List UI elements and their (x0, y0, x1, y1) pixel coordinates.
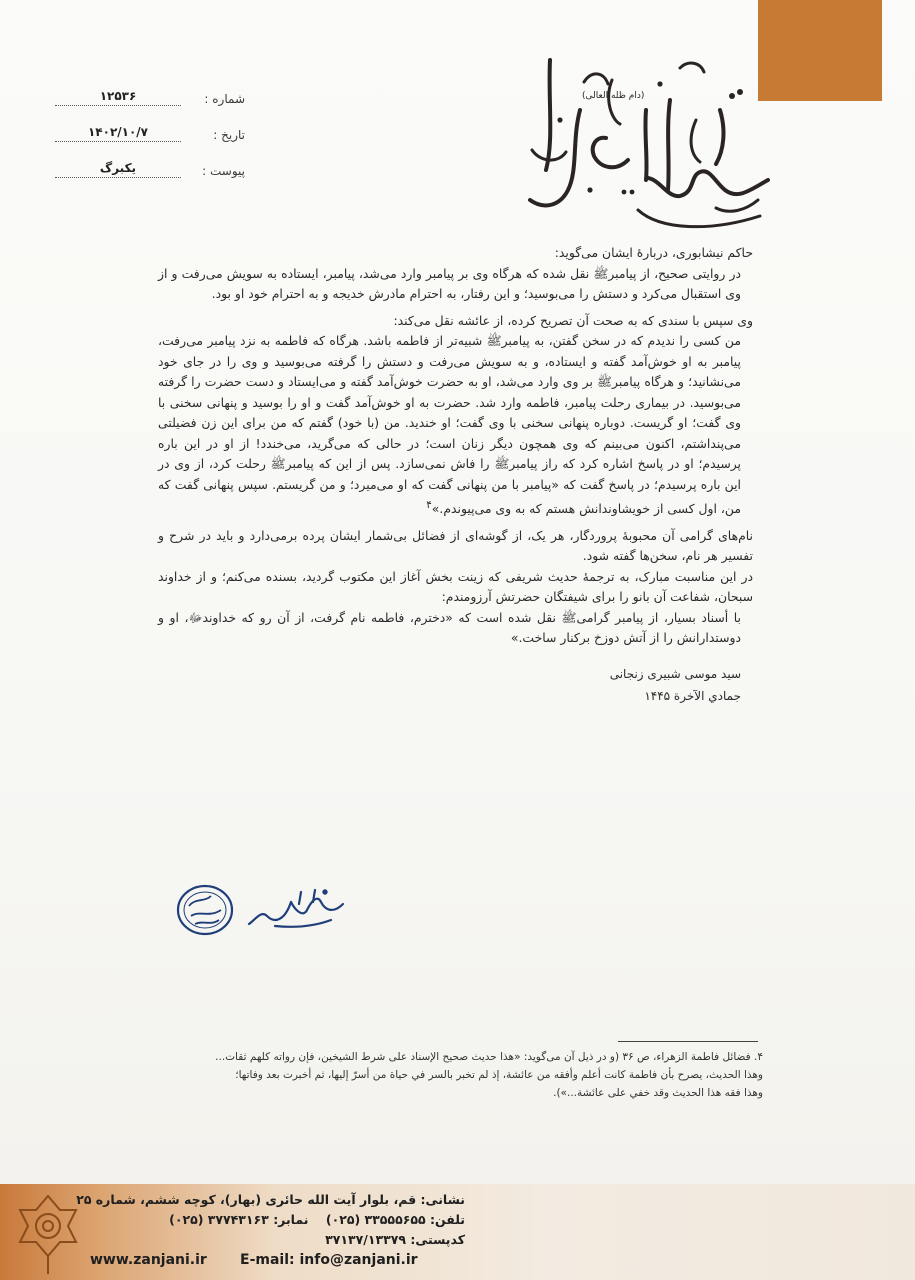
seal-stamp-icon (178, 886, 232, 934)
address-value: قم، بلوار آیت الله حائری (بهار)، کوچه ششم، شماره ۲۵ (76, 1192, 417, 1207)
fax-label: نمابر: (273, 1212, 309, 1227)
paragraph-4: در این مناسبت مبارک، به ترجمهٔ حدیث شریفی که زینت بخش آغاز این مکتوب گردید، بسنده می‌کنم؛ و از خداوند سبحان، شفاعت آن بانو را برای شیفتگان حضرتش آرزومندم: (158, 568, 753, 605)
letterhead-honorific: (دام ظله العالی) (582, 91, 645, 101)
date-row (55, 106, 245, 142)
address-label: نشانی: (420, 1192, 465, 1207)
signature-and-seal (175, 880, 350, 940)
attachment-value: یکبرگ (55, 159, 181, 178)
footer-address-line (76, 1190, 465, 1210)
footer-email[interactable]: E-mail: info@zanjani.ir (240, 1252, 418, 1268)
footnote-line-2: وهذا الحديث، يصرح بأن فاطمة كانت أعلم وأفقه من عائشة، إذ لم تخبر بالسر في حياة من أسرّ إليها، ثم أخبرت بعد وفاتها؛ (235, 1069, 763, 1081)
quote-paragraph-3: با أسناد بسیار، از پیامبر گرامیﷺ نقل شده است که «دخترم، فاطمه نام گرفت، از آن رو که خداوندﷻ، او و دوستدارانش را از آتش دوزخ برکنار ساخت.» (158, 609, 741, 646)
signature-name: سید موسی شبیری زنجانی (609, 666, 741, 681)
letter-meta (55, 70, 245, 178)
signature-block (158, 663, 753, 707)
letter-body (158, 243, 753, 707)
postal-label: کدپستی: (410, 1232, 465, 1247)
footer-website[interactable]: www.zanjani.ir (90, 1252, 207, 1268)
handwritten-signature-icon (249, 890, 343, 927)
date-label: تاریخ : (213, 128, 245, 142)
quote-2-text: من کسی را ندیدم که در سخن گفتن، به پیامبرﷺ شبیه‌تر از فاطمه باشد. هرگاه که فاطمه به نزد پیامبر می‌رفت، پیامبر به او خوش‌آمد گفته و ایستاده، و به سویش می‌رفت و دستش را گرفته می‌بوسید و وی را در جای خود می‌نشانید؛ و هرگاه پیامبرﷺ بر وی وارد می‌شد، او به حضرت خوش‌آمد گفته و می‌ایستاد و دست حضرت را گرفته می‌بوسید. در بیماری رحلت پیامبر، فاطمه وارد شد. حضرت به او خوش‌آمد گفت و او را بوسید و پنهانی سخنی با وی گفت؛ او گریست. دوباره پنهانی سخنی با وی گفت؛ او خندید. من (با خود) گفتم که من برای این زن فضیلتی می‌پنداشتم، اکنون می‌بینم که وی همچون دیگر زنان است؛ در حالی که می‌گرید، می‌خندد! از او در این باره پرسیدم؛ او در پاسخ اشاره کرد که راز پیامبرﷺ را فاش نمی‌سازد. پس از این که پیامبرﷺ رحلت کرد، از وی در این باره پرسیدم؛ در پاسخ گفت که «پیامبر با من پنهانی گفت که او می‌میرد؛ و من گریستم. سپس پنهانی گفت که من، اول کسی از خویشاوندانش هستم که به وی می‌پیوندم.» (158, 333, 741, 517)
phone-value: ۳۳۵۵۵۶۵۵ (۰۲۵) (325, 1212, 426, 1227)
phone-label: تلفن: (429, 1212, 465, 1227)
footnote-marker[interactable]: ۴ (426, 499, 432, 511)
intro-paragraph-1: حاکم نیشابوری، دربارهٔ ایشان می‌گوید: (554, 245, 753, 260)
letterhead-logo-graphic (520, 40, 775, 235)
footer-phone-line (105, 1210, 465, 1230)
accent-square (758, 0, 882, 101)
attachment-label: پیوست : (202, 164, 245, 178)
number-label: شماره : (204, 92, 245, 106)
fax-value: ۳۷۷۴۳۱۶۳ (۰۲۵) (169, 1212, 269, 1227)
date-value: ۱۴۰۲/۱۰/۷ (55, 123, 181, 142)
paragraph-3: نام‌های گرامی آن محبوبهٔ پروردگار، هر یک، از گوشه‌ای از فضائل بی‌شمار ایشان پرده برمی‌دارد و باید در شرح و تفسیر هر نام، سخن‌ها گفته شود. (158, 527, 753, 564)
quote-paragraph-1: در روایتی صحیح، از پیامبرﷺ نقل شده که هرگاه وی بر پیامبر وارد می‌شد، پیامبر، ایستاده به سویش می‌رفت و از وی استقبال می‌کرد و دستش را می‌بوسید؛ و این رفتار، به احترام مادرش خدیجه و به احترام خود او بود. (158, 265, 741, 301)
footnote-line-3: وهذا فقه هذا الحديث وقد خفي على عائشة...»). (553, 1087, 763, 1099)
intro-paragraph-2: وی سپس با سندی که به صحت آن تصریح کرده، از عائشه نقل می‌کند: (393, 312, 753, 328)
footer-contact (76, 1190, 465, 1250)
quote-paragraph-2 (158, 331, 753, 520)
signature-date: جمادي الآخرة ۱۴۴۵ (644, 688, 741, 703)
footnotes (143, 1048, 763, 1102)
footer-emblem-icon (14, 1190, 82, 1276)
footnote-line-1: ۴. فضائل فاطمة الزهراء، ص ۳۶ (و در ذیل آن می‌گوید: «هذا حديث صحيح الإسناد على شرط الشيخين، فإن رواته كلهم ثقات... (215, 1051, 763, 1063)
number-value: ۱۲۵۳۶ (55, 87, 181, 106)
postal-value: ۳۷۱۳۷/۱۳۳۷۹ (325, 1232, 406, 1247)
footer-postal-line (105, 1230, 465, 1250)
attachment-row (55, 142, 245, 178)
letterhead-calligraphy (520, 40, 775, 235)
footnote-divider (618, 1041, 758, 1042)
number-row (55, 70, 245, 106)
